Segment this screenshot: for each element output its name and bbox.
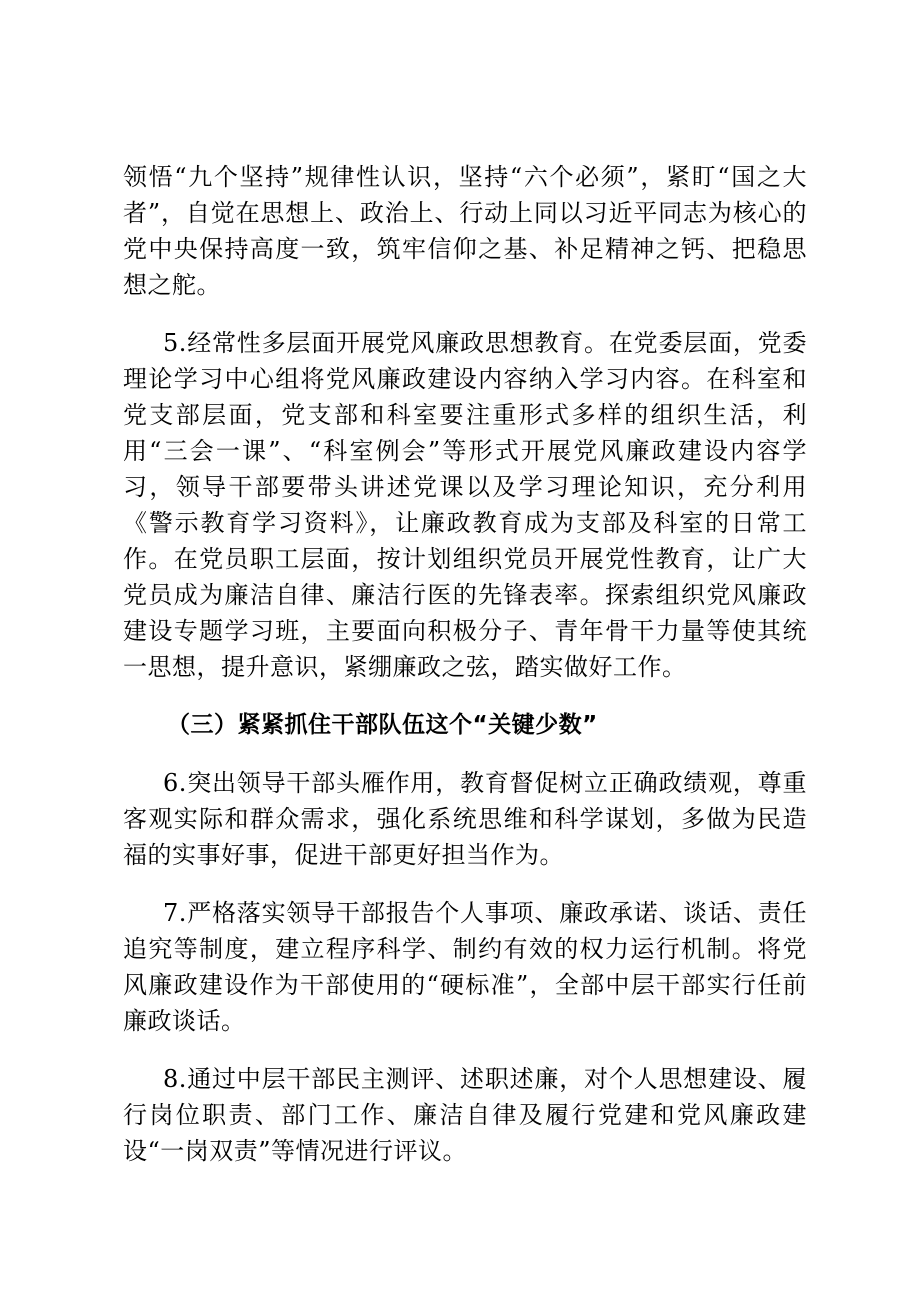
section-heading: （三）紧紧抓住干部队伍这个“关键少数” — [167, 712, 598, 738]
paragraph-item-7: 7.严格落实领导干部报告个人事项、廉政承诺、谈话、责任追究等制度，建立程序科学、制约有效的权力运行机制。将党风廉政建设作为干部使用的“硬标准”，全部中层干部实行任前廉政谈话。 — [123, 899, 807, 1035]
paragraph-item-6: 6.突出领导干部头雁作用，教育督促树立正确政绩观，尊重客观实际和群众需求，强化系统思维和科学谋划，多做为民造福的实事好事，促进干部更好担当作为。 — [123, 769, 807, 869]
paragraph-continuation: 领悟“九个坚持”规律性认识，坚持“六个必须”，紧盯“国之大者”，自觉在思想上、政治上、行动上同以习近平同志为核心的党中央保持高度一致，筑牢信仰之基、补足精神之钙、把稳思想之舵。 — [123, 163, 807, 299]
paragraph-item-5: 5.经常性多层面开展党风廉政思想教育。在党委层面，党委理论学习中心组将党风廉政建设内容纳入学习内容。在科室和党支部层面，党支部和科室要注重形式多样的组织生活，利用“三会一课”、“科室例会”等形式开展党风廉政建设内容学习，领导干部要带头讲述党课以及学习理论知识，充分利用《警示教育学习资料》，让廉政教育成为支部及科室的日常工作。在党员职工层面，按计划组织党员开展党性教育，让广大党员成为廉洁自律、廉洁行医的先锋表率。探索组织党风廉政建设专题学习班，主要面向积极分子、青年骨干力量等使其统一思想，提升意识，紧绷廉政之弦，踏实做好工作。 — [123, 329, 807, 681]
document-body — [123, 159, 807, 1169]
paragraph-item-8: 8.通过中层干部民主测评、述职述廉，对个人思想建设、履行岗位职责、部门工作、廉洁自律及履行党建和党风廉政建设“一岗双责”等情况进行评议。 — [123, 1065, 807, 1165]
